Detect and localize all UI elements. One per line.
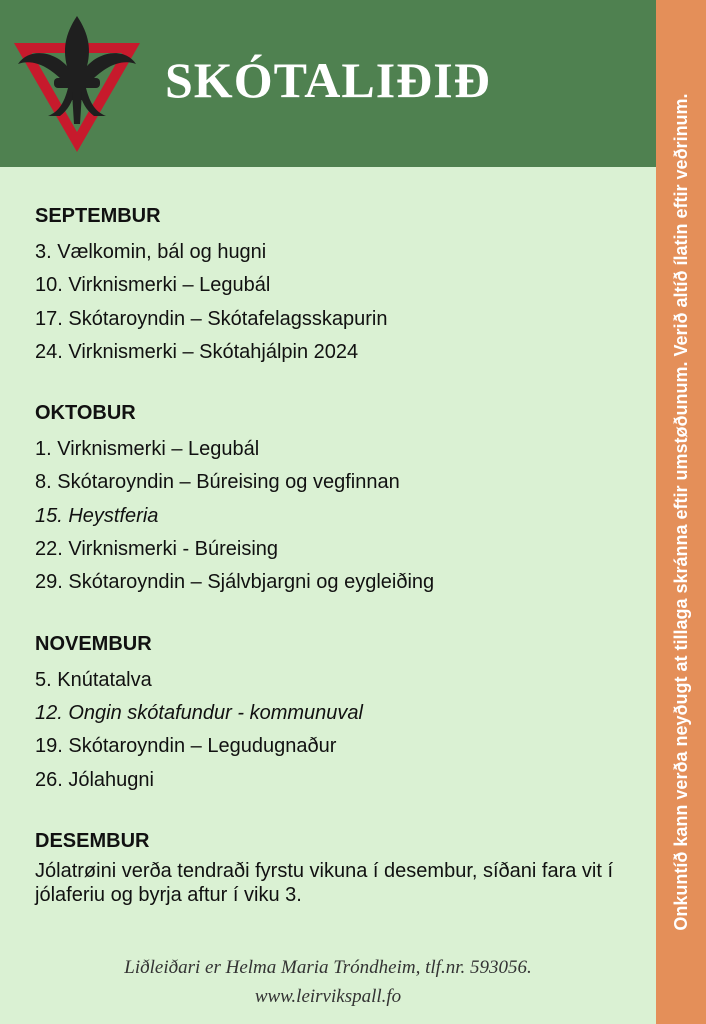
event-item: 29. Skótaroyndin – Sjálvbjargni og eygleiðing: [35, 571, 435, 594]
month-section-december: [35, 828, 640, 907]
event-item: 1. Virknismerki – Legubál: [35, 438, 260, 461]
december-note: Jólatrøini verða tendraði fyrstu vikuna í desembur, síðani fara vit í jólaferiu og byrja aftur í viku 3.: [35, 859, 614, 906]
month-section-october: [35, 400, 640, 599]
event-item: 17. Skótaroyndin – Skótafelagsskapurin: [35, 307, 388, 330]
leader-contact: Liðleiðari er Helma Maria Tróndheim, tlf.nr. 593056.: [124, 957, 532, 978]
event-list: [35, 433, 640, 599]
event-item-holiday: 15. Heystferia: [35, 504, 159, 527]
month-section-november: [35, 631, 640, 797]
header-banner: [0, 0, 656, 167]
event-item: 19. Skótaroyndin – Legudugnaður: [35, 735, 337, 758]
event-list: [35, 664, 640, 797]
month-heading: OKTOBUR: [35, 402, 136, 425]
scout-fleur-de-lis-logo: [10, 12, 144, 155]
month-heading: DESEMBUR: [35, 829, 150, 852]
event-item: 10. Virknismerki – Legubál: [35, 274, 271, 297]
event-item: 22. Virknismerki - Búreising: [35, 538, 279, 561]
event-item: 24. Virknismerki – Skótahjálpin 2024: [35, 340, 359, 363]
schedule: [35, 203, 640, 938]
event-list: [35, 236, 640, 369]
month-heading: SEPTEMBUR: [35, 205, 161, 227]
sidebar-notice: [656, 0, 706, 1024]
event-item: 8. Skótaroyndin – Búreising og vegfinnan: [35, 471, 400, 494]
footer: [0, 953, 656, 1011]
event-item-no-meeting: 12. Ongin skótafundur - kommunuval: [35, 701, 363, 724]
month-section-september: [35, 203, 640, 369]
website-link[interactable]: www.leirvikspall.fo: [254, 986, 402, 1007]
event-item: 5. Knútatalva: [35, 668, 152, 691]
event-item: 26. Jólahugni: [35, 768, 154, 791]
page-title: SKÓTALIÐIÐ: [165, 52, 491, 108]
month-heading: NOVEMBUR: [35, 632, 152, 655]
event-item: 3. Vælkomin, bál og hugni: [35, 241, 267, 263]
weather-notice-text: Onkuntíð kann verða neyðugt at tillaga skránna eftir umstøðunum. Verið altíð ílatin eftir veðrinum.: [671, 93, 691, 931]
